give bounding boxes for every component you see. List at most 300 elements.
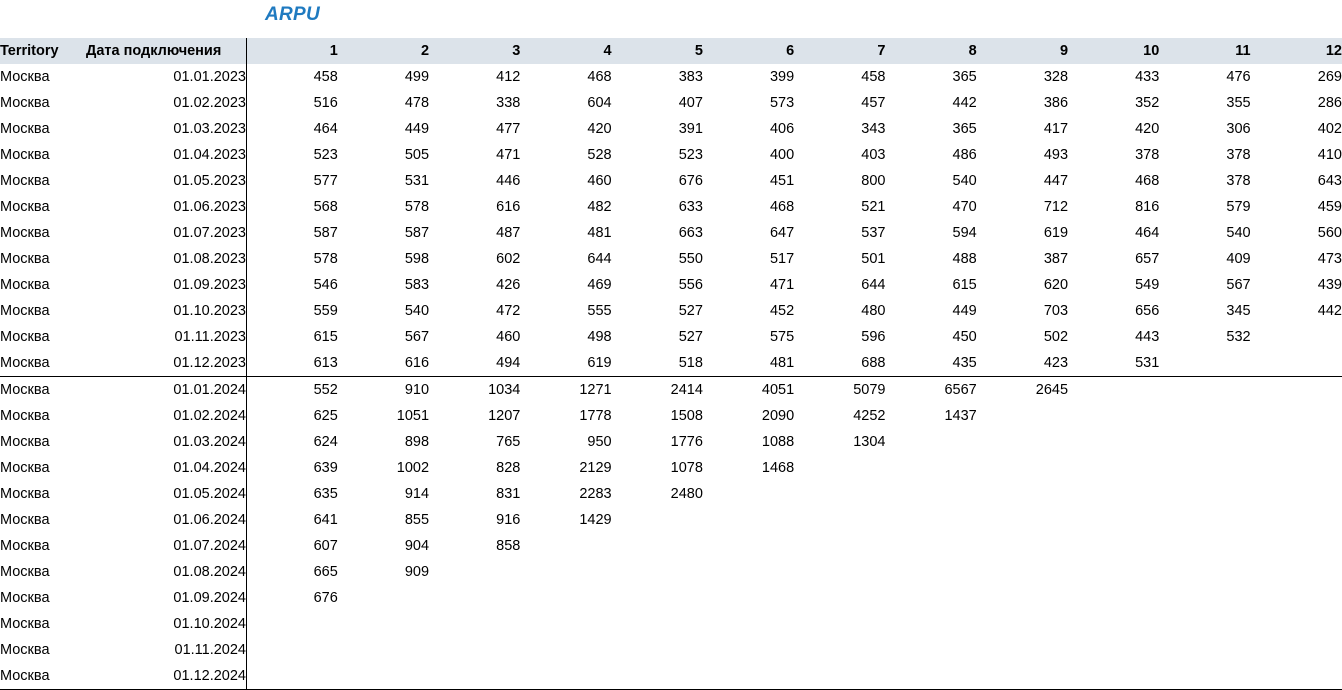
cell-cohort-12[interactable]: 643 <box>1317 173 1342 189</box>
cell-cohort-12[interactable] <box>1251 350 1342 377</box>
cell-cohort-1[interactable]: 577 <box>313 173 338 189</box>
cell-territory[interactable]: Москва <box>0 69 50 85</box>
cell-cohort-12[interactable]: 560 <box>1317 225 1342 241</box>
cell-cohort-9[interactable]: 712 <box>1043 199 1069 215</box>
cell-cohort-4[interactable]: 644 <box>587 251 612 267</box>
cell-date[interactable]: 01.05.2023 <box>86 168 247 194</box>
cell-cohort-2[interactable]: 1002 <box>396 460 430 476</box>
cell-cohort-2[interactable]: 898 <box>404 434 430 450</box>
cell-cohort-11[interactable]: 378 <box>1226 147 1251 163</box>
cell-cohort-3[interactable] <box>429 637 520 663</box>
cell-cohort-8[interactable]: 1437 <box>944 408 977 424</box>
cell-cohort-6[interactable] <box>703 611 794 637</box>
cell-cohort-6[interactable]: 481 <box>769 355 795 371</box>
cell-cohort-12[interactable]: 286 <box>1317 95 1342 111</box>
cell-cohort-10[interactable]: 657 <box>1135 251 1160 267</box>
cell-cohort-8[interactable] <box>885 637 976 663</box>
cell-cohort-10[interactable]: 816 <box>1135 199 1160 215</box>
cell-territory[interactable]: Москва <box>0 616 50 632</box>
cell-cohort-6[interactable]: 1088 <box>761 434 795 450</box>
cell-cohort-9[interactable]: 620 <box>1043 277 1069 293</box>
cell-date[interactable]: 01.07.2024 <box>86 533 247 559</box>
cell-cohort-5[interactable] <box>612 585 703 611</box>
cell-date[interactable]: 01.12.2023 <box>86 350 247 377</box>
cell-cohort-5[interactable]: 527 <box>678 329 703 345</box>
cell-cohort-9[interactable] <box>977 429 1068 455</box>
column-header-cohort-2[interactable]: 2 <box>338 38 429 64</box>
cell-cohort-3[interactable]: 487 <box>496 225 521 241</box>
cell-cohort-8[interactable] <box>885 507 976 533</box>
cell-cohort-6[interactable]: 1468 <box>761 460 795 476</box>
cell-cohort-1[interactable]: 607 <box>313 538 338 554</box>
cell-cohort-1[interactable]: 639 <box>313 460 338 476</box>
cell-cohort-4[interactable]: 498 <box>587 329 612 345</box>
cell-cohort-9[interactable]: 328 <box>1043 69 1069 85</box>
cell-cohort-1[interactable]: 464 <box>313 121 338 137</box>
cell-cohort-2[interactable] <box>338 663 429 690</box>
cell-cohort-12[interactable] <box>1251 559 1342 585</box>
cell-cohort-9[interactable]: 386 <box>1043 95 1069 111</box>
cell-cohort-8[interactable]: 615 <box>952 277 977 293</box>
cell-cohort-1[interactable]: 568 <box>313 199 338 215</box>
cell-cohort-1[interactable]: 641 <box>313 512 338 528</box>
cell-cohort-11[interactable] <box>1159 637 1250 663</box>
cell-cohort-1[interactable]: 546 <box>313 277 338 293</box>
cell-territory[interactable]: Москва <box>0 460 50 476</box>
cell-cohort-11[interactable]: 579 <box>1226 199 1251 215</box>
cell-cohort-1[interactable]: 559 <box>313 303 338 319</box>
cell-cohort-1[interactable]: 635 <box>313 486 338 502</box>
cell-cohort-3[interactable] <box>429 611 520 637</box>
cell-date[interactable]: 01.07.2023 <box>86 220 247 246</box>
cell-cohort-2[interactable]: 499 <box>404 69 430 85</box>
cell-cohort-12[interactable] <box>1251 403 1342 429</box>
cell-cohort-3[interactable]: 412 <box>496 69 521 85</box>
cell-cohort-7[interactable] <box>794 637 885 663</box>
cell-cohort-10[interactable] <box>1068 455 1159 481</box>
cell-cohort-10[interactable]: 433 <box>1135 69 1160 85</box>
cell-cohort-7[interactable]: 4252 <box>853 408 886 424</box>
cell-cohort-12[interactable] <box>1251 481 1342 507</box>
cell-cohort-12[interactable] <box>1251 611 1342 637</box>
cell-cohort-9[interactable]: 502 <box>1043 329 1069 345</box>
cell-cohort-6[interactable] <box>703 637 794 663</box>
cell-cohort-1[interactable]: 523 <box>313 147 338 163</box>
cell-cohort-2[interactable]: 578 <box>404 199 430 215</box>
cell-cohort-10[interactable] <box>1068 403 1159 429</box>
cell-cohort-6[interactable] <box>703 507 794 533</box>
cell-date[interactable]: 01.06.2024 <box>86 507 247 533</box>
cell-cohort-11[interactable]: 476 <box>1226 69 1251 85</box>
cell-cohort-11[interactable] <box>1159 377 1250 404</box>
cell-cohort-6[interactable]: 471 <box>769 277 795 293</box>
cell-date[interactable]: 01.02.2023 <box>86 90 247 116</box>
cell-cohort-6[interactable]: 451 <box>769 173 795 189</box>
cell-territory[interactable]: Москва <box>0 147 50 163</box>
cell-cohort-7[interactable]: 688 <box>861 355 886 371</box>
cell-territory[interactable]: Москва <box>0 642 50 658</box>
cell-cohort-10[interactable]: 443 <box>1135 329 1160 345</box>
cell-cohort-7[interactable]: 537 <box>861 225 886 241</box>
cell-cohort-2[interactable] <box>338 637 429 663</box>
cell-cohort-8[interactable] <box>885 663 976 690</box>
cell-cohort-4[interactable]: 481 <box>587 225 612 241</box>
cell-cohort-8[interactable]: 6567 <box>885 377 976 404</box>
cell-cohort-3[interactable]: 446 <box>496 173 521 189</box>
cell-cohort-7[interactable]: 343 <box>861 121 886 137</box>
cell-cohort-12[interactable] <box>1251 507 1342 533</box>
cell-cohort-6[interactable] <box>703 533 794 559</box>
cell-cohort-12[interactable] <box>1251 663 1342 690</box>
cell-cohort-1[interactable] <box>247 611 338 637</box>
cell-date[interactable]: 01.08.2024 <box>86 559 247 585</box>
cell-cohort-11[interactable]: 540 <box>1226 225 1251 241</box>
column-header-territory[interactable]: Territory <box>0 38 86 64</box>
cell-cohort-4[interactable]: 460 <box>587 173 612 189</box>
column-header-cohort-9[interactable]: 9 <box>977 38 1068 64</box>
cell-cohort-9[interactable] <box>977 481 1068 507</box>
cell-cohort-8[interactable]: 540 <box>952 173 977 189</box>
cell-cohort-4[interactable]: 469 <box>587 277 612 293</box>
cell-cohort-11[interactable]: 532 <box>1226 329 1251 345</box>
cell-territory[interactable]: Москва <box>0 277 50 293</box>
cell-cohort-2[interactable] <box>338 585 429 611</box>
cell-cohort-6[interactable]: 406 <box>769 121 795 137</box>
cell-cohort-11[interactable]: 306 <box>1226 121 1251 137</box>
cell-cohort-7[interactable] <box>794 663 885 690</box>
cell-cohort-10[interactable] <box>1068 507 1159 533</box>
cell-cohort-9[interactable] <box>977 403 1068 429</box>
cell-cohort-2[interactable]: 910 <box>338 377 429 404</box>
cell-cohort-8[interactable]: 365 <box>952 121 977 137</box>
cell-cohort-11[interactable]: 409 <box>1226 251 1251 267</box>
cell-cohort-2[interactable] <box>338 611 429 637</box>
cell-cohort-8[interactable] <box>885 611 976 637</box>
column-header-cohort-5[interactable]: 5 <box>612 38 703 64</box>
cell-cohort-12[interactable] <box>1251 533 1342 559</box>
cell-cohort-8[interactable]: 435 <box>952 355 977 371</box>
cell-cohort-12[interactable] <box>1251 455 1342 481</box>
cell-cohort-11[interactable]: 378 <box>1226 173 1251 189</box>
cell-cohort-12[interactable] <box>1251 324 1342 350</box>
cell-territory[interactable]: Москва <box>0 408 50 424</box>
cell-cohort-7[interactable]: 403 <box>861 147 886 163</box>
cell-cohort-11[interactable]: 355 <box>1226 95 1251 111</box>
cell-cohort-5[interactable] <box>612 507 703 533</box>
cell-cohort-7[interactable] <box>794 455 885 481</box>
cell-date[interactable]: 01.03.2023 <box>86 116 247 142</box>
cell-cohort-10[interactable]: 464 <box>1135 225 1160 241</box>
cell-cohort-5[interactable] <box>612 533 703 559</box>
cell-cohort-9[interactable] <box>977 507 1068 533</box>
cell-cohort-5[interactable]: 518 <box>678 355 703 371</box>
column-header-cohort-4[interactable]: 4 <box>520 38 611 64</box>
cell-cohort-12[interactable]: 269 <box>1317 69 1342 85</box>
cell-cohort-5[interactable]: 391 <box>678 121 703 137</box>
cell-cohort-1[interactable]: 458 <box>313 69 338 85</box>
cell-cohort-1[interactable]: 625 <box>313 408 338 424</box>
column-header-cohort-12[interactable]: 12 <box>1251 38 1342 64</box>
cell-territory[interactable]: Москва <box>0 564 50 580</box>
cell-cohort-9[interactable]: 387 <box>1043 251 1069 267</box>
cell-cohort-2[interactable]: 914 <box>404 486 430 502</box>
cell-cohort-4[interactable]: 482 <box>587 199 612 215</box>
cell-cohort-3[interactable]: 426 <box>496 277 521 293</box>
cell-cohort-3[interactable]: 338 <box>496 95 521 111</box>
cell-cohort-4[interactable] <box>520 533 611 559</box>
cell-cohort-7[interactable]: 501 <box>861 251 886 267</box>
cell-cohort-1[interactable]: 552 <box>247 377 338 404</box>
cell-cohort-12[interactable]: 442 <box>1317 303 1342 319</box>
cell-cohort-5[interactable]: 1078 <box>670 460 703 476</box>
cell-cohort-6[interactable] <box>703 663 794 690</box>
cell-date[interactable]: 01.12.2024 <box>86 663 247 690</box>
cell-cohort-3[interactable]: 1207 <box>488 408 521 424</box>
cell-cohort-3[interactable]: 1034 <box>429 377 520 404</box>
cell-cohort-4[interactable]: 555 <box>587 303 612 319</box>
cell-cohort-6[interactable]: 400 <box>769 147 795 163</box>
cell-cohort-6[interactable]: 517 <box>769 251 795 267</box>
cell-cohort-4[interactable]: 604 <box>587 95 612 111</box>
cell-cohort-9[interactable]: 417 <box>1043 121 1069 137</box>
cell-cohort-3[interactable]: 831 <box>496 486 521 502</box>
cell-cohort-10[interactable] <box>1068 429 1159 455</box>
cell-cohort-2[interactable]: 567 <box>404 329 430 345</box>
cell-cohort-10[interactable] <box>1068 637 1159 663</box>
column-header-cohort-6[interactable]: 6 <box>703 38 794 64</box>
cell-cohort-1[interactable]: 613 <box>313 355 338 371</box>
cell-cohort-4[interactable] <box>520 637 611 663</box>
cell-cohort-11[interactable] <box>1159 533 1250 559</box>
cell-cohort-7[interactable] <box>794 481 885 507</box>
cell-cohort-11[interactable] <box>1159 507 1250 533</box>
cell-cohort-6[interactable]: 573 <box>769 95 795 111</box>
cell-cohort-4[interactable]: 528 <box>587 147 612 163</box>
cell-cohort-5[interactable]: 1776 <box>670 434 703 450</box>
cell-cohort-4[interactable]: 420 <box>587 121 612 137</box>
cell-cohort-4[interactable] <box>520 663 611 690</box>
cell-date[interactable]: 01.04.2024 <box>86 455 247 481</box>
cell-cohort-2[interactable]: 505 <box>404 147 430 163</box>
cell-cohort-11[interactable] <box>1159 403 1250 429</box>
cell-cohort-4[interactable]: 619 <box>587 355 612 371</box>
cell-cohort-12[interactable] <box>1251 429 1342 455</box>
cell-cohort-8[interactable] <box>885 559 976 585</box>
cell-cohort-5[interactable]: 2480 <box>670 486 703 502</box>
cell-date[interactable]: 01.04.2023 <box>86 142 247 168</box>
cell-date[interactable]: 01.10.2023 <box>86 298 247 324</box>
cell-cohort-8[interactable] <box>885 455 976 481</box>
cell-cohort-9[interactable]: 619 <box>1043 225 1069 241</box>
cell-cohort-2[interactable]: 904 <box>404 538 430 554</box>
cell-cohort-11[interactable] <box>1159 663 1250 690</box>
cell-date[interactable]: 01.08.2023 <box>86 246 247 272</box>
cell-cohort-4[interactable]: 2283 <box>579 486 612 502</box>
cell-cohort-6[interactable] <box>703 481 794 507</box>
cell-cohort-1[interactable]: 624 <box>313 434 338 450</box>
cell-cohort-10[interactable] <box>1068 611 1159 637</box>
cell-date[interactable]: 01.01.2024 <box>86 377 247 404</box>
cell-date[interactable]: 01.05.2024 <box>86 481 247 507</box>
cell-cohort-10[interactable] <box>1068 533 1159 559</box>
cell-cohort-2[interactable]: 540 <box>404 303 430 319</box>
cell-cohort-12[interactable] <box>1251 637 1342 663</box>
cell-cohort-2[interactable]: 909 <box>404 564 430 580</box>
cell-date[interactable]: 01.03.2024 <box>86 429 247 455</box>
cell-cohort-11[interactable] <box>1159 350 1250 377</box>
cell-cohort-7[interactable] <box>794 559 885 585</box>
cell-cohort-9[interactable] <box>977 585 1068 611</box>
cell-territory[interactable]: Москва <box>0 121 50 137</box>
cell-cohort-3[interactable] <box>429 663 520 690</box>
cell-cohort-8[interactable] <box>885 585 976 611</box>
cell-cohort-8[interactable] <box>885 533 976 559</box>
column-header-cohort-1[interactable]: 1 <box>247 38 338 64</box>
cell-cohort-10[interactable]: 656 <box>1135 303 1160 319</box>
cell-cohort-11[interactable] <box>1159 559 1250 585</box>
cell-cohort-8[interactable]: 486 <box>952 147 977 163</box>
cell-cohort-10[interactable]: 352 <box>1135 95 1160 111</box>
cell-cohort-8[interactable]: 470 <box>952 199 977 215</box>
cell-cohort-5[interactable]: 663 <box>678 225 703 241</box>
cell-cohort-10[interactable] <box>1068 559 1159 585</box>
cell-territory[interactable]: Москва <box>0 355 50 371</box>
cell-cohort-3[interactable] <box>429 559 520 585</box>
cell-territory[interactable]: Москва <box>0 329 50 345</box>
cell-cohort-6[interactable]: 468 <box>769 199 795 215</box>
cell-cohort-5[interactable]: 676 <box>678 173 703 189</box>
cell-cohort-6[interactable]: 575 <box>769 329 795 345</box>
cell-territory[interactable]: Москва <box>0 434 50 450</box>
cell-cohort-8[interactable] <box>885 481 976 507</box>
cell-cohort-12[interactable]: 439 <box>1317 277 1342 293</box>
cell-date[interactable]: 01.09.2024 <box>86 585 247 611</box>
cell-territory[interactable]: Москва <box>0 377 86 404</box>
cell-cohort-8[interactable]: 365 <box>952 69 977 85</box>
cell-cohort-7[interactable]: 458 <box>861 69 886 85</box>
cell-cohort-6[interactable]: 452 <box>769 303 795 319</box>
cell-cohort-4[interactable]: 950 <box>587 434 612 450</box>
cell-cohort-10[interactable]: 420 <box>1135 121 1160 137</box>
cell-cohort-3[interactable]: 494 <box>496 355 521 371</box>
cell-date[interactable]: 01.10.2024 <box>86 611 247 637</box>
column-header-cohort-8[interactable]: 8 <box>885 38 976 64</box>
cell-cohort-7[interactable]: 480 <box>861 303 886 319</box>
cell-cohort-12[interactable]: 410 <box>1317 147 1342 163</box>
cell-cohort-2[interactable]: 531 <box>404 173 430 189</box>
cell-date[interactable]: 01.02.2024 <box>86 403 247 429</box>
cell-cohort-2[interactable]: 583 <box>404 277 430 293</box>
cell-cohort-4[interactable] <box>520 585 611 611</box>
cell-cohort-6[interactable]: 4051 <box>703 377 794 404</box>
cell-cohort-7[interactable] <box>794 507 885 533</box>
cell-cohort-4[interactable] <box>520 611 611 637</box>
cell-cohort-12[interactable]: 459 <box>1317 199 1342 215</box>
cell-cohort-5[interactable]: 383 <box>678 69 703 85</box>
cell-territory[interactable]: Москва <box>0 225 50 241</box>
cell-cohort-6[interactable]: 2090 <box>761 408 795 424</box>
cell-cohort-2[interactable]: 855 <box>404 512 430 528</box>
cell-territory[interactable]: Москва <box>0 303 50 319</box>
cell-cohort-5[interactable]: 407 <box>678 95 703 111</box>
cell-cohort-5[interactable] <box>612 559 703 585</box>
cell-cohort-11[interactable] <box>1159 585 1250 611</box>
cell-cohort-1[interactable] <box>247 637 338 663</box>
cell-cohort-11[interactable] <box>1159 455 1250 481</box>
cell-territory[interactable]: Москва <box>0 173 50 189</box>
cell-cohort-11[interactable]: 567 <box>1226 277 1251 293</box>
cell-cohort-5[interactable]: 556 <box>678 277 703 293</box>
cell-cohort-5[interactable]: 550 <box>678 251 703 267</box>
cell-cohort-6[interactable]: 399 <box>769 69 795 85</box>
cell-cohort-2[interactable]: 587 <box>404 225 430 241</box>
cell-cohort-1[interactable]: 516 <box>313 95 338 111</box>
cell-date[interactable]: 01.06.2023 <box>86 194 247 220</box>
column-header-cohort-11[interactable]: 11 <box>1159 38 1250 64</box>
cell-cohort-7[interactable]: 457 <box>861 95 886 111</box>
cell-cohort-5[interactable]: 2414 <box>612 377 703 404</box>
cell-cohort-9[interactable]: 493 <box>1043 147 1069 163</box>
cell-cohort-3[interactable]: 828 <box>496 460 521 476</box>
cell-cohort-1[interactable] <box>247 663 338 690</box>
cell-territory[interactable]: Москва <box>0 251 50 267</box>
cell-cohort-10[interactable]: 549 <box>1135 277 1160 293</box>
cell-cohort-2[interactable]: 616 <box>404 355 430 371</box>
cell-cohort-5[interactable] <box>612 611 703 637</box>
cell-cohort-4[interactable]: 468 <box>587 69 612 85</box>
cell-cohort-5[interactable]: 523 <box>678 147 703 163</box>
cell-cohort-7[interactable]: 800 <box>861 173 886 189</box>
cell-cohort-8[interactable]: 450 <box>952 329 977 345</box>
cell-cohort-9[interactable] <box>977 663 1068 690</box>
cell-cohort-1[interactable]: 578 <box>313 251 338 267</box>
cell-cohort-4[interactable] <box>520 559 611 585</box>
cell-cohort-11[interactable] <box>1159 481 1250 507</box>
cell-cohort-5[interactable] <box>612 663 703 690</box>
cell-cohort-7[interactable] <box>794 533 885 559</box>
cell-cohort-9[interactable]: 423 <box>1043 355 1069 371</box>
cell-cohort-1[interactable]: 676 <box>313 590 338 606</box>
column-header-cohort-10[interactable]: 10 <box>1068 38 1159 64</box>
cell-cohort-5[interactable]: 527 <box>678 303 703 319</box>
cell-cohort-7[interactable]: 521 <box>861 199 886 215</box>
cell-territory[interactable]: Москва <box>0 590 50 606</box>
cell-territory[interactable]: Москва <box>0 663 86 690</box>
cell-territory[interactable]: Москва <box>0 512 50 528</box>
cell-cohort-10[interactable]: 468 <box>1135 173 1160 189</box>
cell-cohort-9[interactable] <box>977 637 1068 663</box>
cell-cohort-8[interactable] <box>885 429 976 455</box>
cell-cohort-7[interactable]: 5079 <box>794 377 885 404</box>
cell-cohort-2[interactable]: 1051 <box>396 408 430 424</box>
cell-cohort-9[interactable]: 2645 <box>977 377 1068 404</box>
cell-cohort-2[interactable]: 478 <box>404 95 430 111</box>
cell-cohort-8[interactable]: 449 <box>952 303 977 319</box>
column-header-cohort-7[interactable]: 7 <box>794 38 885 64</box>
cell-territory[interactable]: Москва <box>0 95 50 111</box>
cell-cohort-4[interactable]: 1429 <box>579 512 612 528</box>
cell-cohort-9[interactable] <box>977 559 1068 585</box>
cell-cohort-12[interactable] <box>1251 377 1342 404</box>
cell-cohort-3[interactable] <box>429 585 520 611</box>
cell-cohort-10[interactable]: 531 <box>1135 355 1160 371</box>
cell-cohort-7[interactable]: 1304 <box>853 434 886 450</box>
cell-cohort-2[interactable]: 598 <box>404 251 430 267</box>
cell-cohort-5[interactable] <box>612 637 703 663</box>
cell-cohort-12[interactable]: 473 <box>1317 251 1342 267</box>
cell-cohort-3[interactable]: 858 <box>496 538 521 554</box>
cell-cohort-11[interactable] <box>1159 611 1250 637</box>
